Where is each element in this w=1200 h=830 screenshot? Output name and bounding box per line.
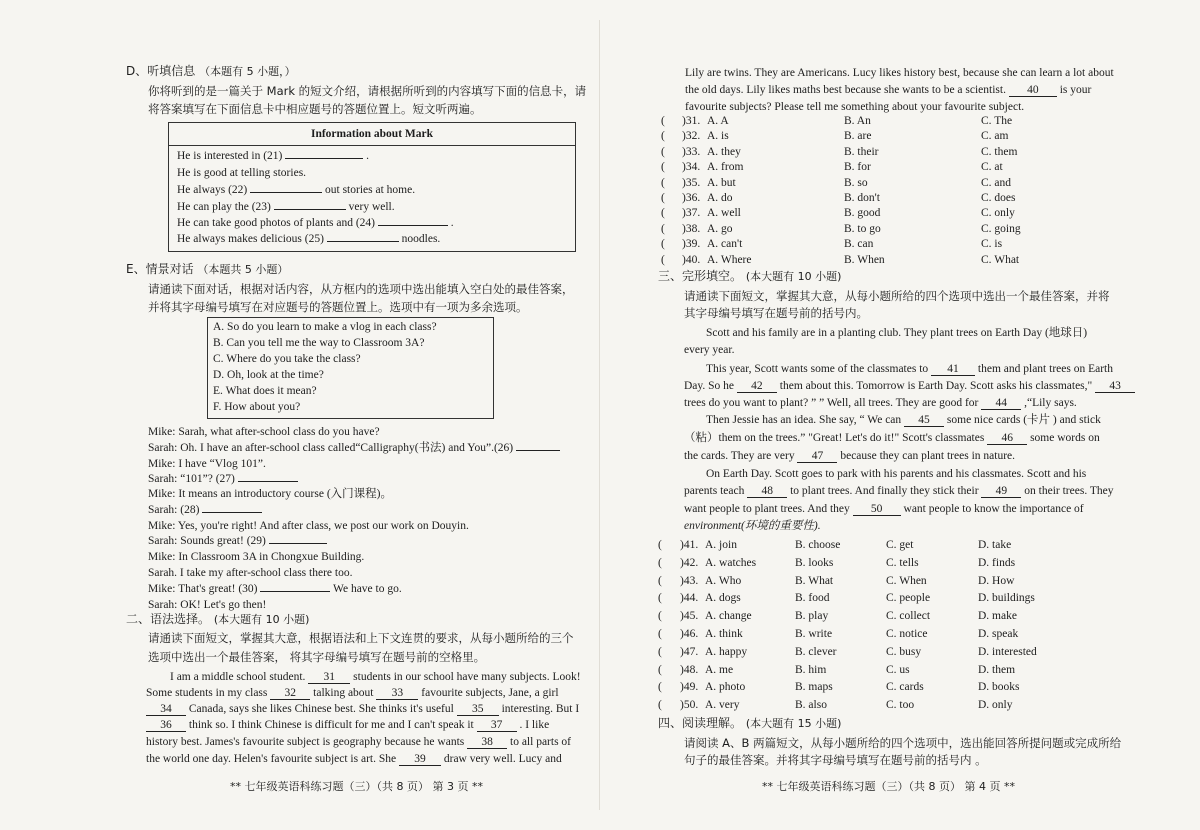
choice-a[interactable]: A. think: [705, 628, 743, 640]
choice-a[interactable]: A. dogs: [705, 592, 741, 605]
choice-c[interactable]: C. When: [886, 574, 927, 587]
answer-bracket[interactable]: (: [658, 574, 662, 587]
option-e: E. What does it mean?: [213, 385, 317, 397]
blank-39[interactable]: 39: [399, 753, 441, 766]
question-number: )34.: [682, 161, 701, 174]
blank-44[interactable]: 44: [981, 397, 1021, 410]
blank-45[interactable]: 45: [904, 414, 944, 427]
choice-b[interactable]: B. don't: [844, 192, 880, 204]
dialogue-line: Sarah: Sounds great! (29): [148, 534, 327, 548]
blank-38[interactable]: 38: [467, 736, 507, 749]
cloze-line: trees do you want to plant? ” ” Well, all trees. They are good for 44 ,“Lily says.: [684, 397, 1077, 409]
dialogue-line: Sarah: OK! Let's go then!: [148, 599, 267, 611]
option-b: B. Can you tell me the way to Classroom 3A?: [213, 337, 425, 349]
choice-b[interactable]: B. so: [844, 176, 868, 189]
choice-a[interactable]: A. photo: [705, 681, 746, 694]
section-d-heading: D、听填信息 （本题有 5 小题，）: [126, 64, 296, 78]
choice-a[interactable]: A. Where: [707, 253, 752, 266]
choice-b[interactable]: B. An: [844, 115, 871, 127]
choice-b[interactable]: B. play: [795, 610, 829, 623]
choice-a[interactable]: A. well: [707, 207, 741, 220]
choice-a[interactable]: A. but: [707, 176, 736, 189]
blank-32[interactable]: 32: [270, 687, 310, 700]
question-number: )46.: [680, 628, 699, 640]
answer-bracket[interactable]: (: [658, 610, 662, 623]
section-e-intro-2: 并将其字母编号填写在对应题号的答题位置上。选项中有一项为多余选项。: [148, 300, 528, 314]
choice-d[interactable]: D. them: [978, 663, 1016, 676]
choice-a[interactable]: A. can't: [707, 238, 743, 251]
passage-line: I am a middle school student. 31 students in our school have many subjects. Look!: [170, 671, 581, 683]
cloze-line: Then Jessie has an idea. She say, “ We can 45 some nice cards (卡片 ) and stick: [706, 414, 1101, 426]
info-row-24: He can take good photos of plants and (24) .: [177, 217, 454, 229]
option-f: F. How about you?: [213, 401, 301, 413]
cloze-line: （粘）them on the trees.” "Great! Let's do it!" Scott's classmates 46 some words on: [684, 432, 1100, 444]
question-number: )39.: [682, 238, 701, 251]
info-row-21: He is interested in (21) .: [177, 150, 370, 162]
answer-blank-27[interactable]: [238, 481, 298, 482]
blank-46[interactable]: 46: [987, 432, 1027, 445]
passage-line: 36 think so. I think Chinese is difficult for me and I can't speak it 37 . I like: [146, 718, 549, 732]
question-number: )47.: [680, 645, 699, 658]
choice-c[interactable]: C. them: [981, 145, 1018, 158]
choice-a[interactable]: A. is: [707, 130, 729, 143]
cloze-line: environment(环境的重要性).: [684, 520, 821, 532]
info-row-2: He is good at telling stories.: [177, 167, 307, 179]
choice-c[interactable]: C. tells: [886, 556, 919, 569]
blank-37[interactable]: 37: [477, 719, 517, 732]
passage-line: the world one day. Helen's favourite subject is art. She 39 draw very well. Lucy and: [146, 753, 562, 765]
dialogue-line: Mike: I have “Vlog 101”.: [148, 458, 266, 470]
passage-line: 34 Canada, says she likes Chinese best. She thinks it's useful 35 interesting. But I: [146, 702, 579, 716]
option-c: C. Where do you take the class?: [213, 353, 361, 365]
blank-31[interactable]: 31: [308, 671, 350, 684]
section-2-intro-2: 选项中选出一个最佳答案， 将其字母编号填写在题号前的空格里。: [148, 650, 486, 664]
choice-b[interactable]: B. their: [844, 145, 879, 158]
answer-bracket[interactable]: (: [658, 645, 662, 658]
page-3-footer: ** 七年级英语科练习题（三）（共 8 页） 第 3 页 **: [230, 780, 483, 793]
section-4-intro-1: 请阅读 A、B 两篇短文，从每小题所给的四个选项中，选出能回答所提问题或完成所给: [684, 736, 1122, 750]
blank-41[interactable]: 41: [931, 363, 975, 376]
page-4-footer: ** 七年级英语科练习题（三）（共 8 页） 第 4 页 **: [762, 780, 1015, 793]
answer-blank-24[interactable]: [378, 225, 448, 226]
cloze-line: parents teach 48 to plant trees. And finally they stick their 49 on their trees. They: [684, 485, 1114, 497]
question-number: )50.: [680, 699, 699, 712]
answer-bracket[interactable]: (: [658, 663, 662, 676]
question-number: )35.: [682, 176, 701, 189]
blank-50[interactable]: 50: [853, 503, 901, 516]
blank-49[interactable]: 49: [981, 485, 1021, 498]
question-number: )32.: [682, 130, 701, 143]
choice-b[interactable]: B. also: [795, 699, 827, 712]
section-d-intro-1: 你将听到的是一篇关于 Mark 的短文介绍，请根据所听到的内容填写下面的信息卡，请: [148, 84, 587, 98]
cloze-line: This year, Scott wants some of the classmates to 41 them and plant trees on Earth: [706, 363, 1113, 375]
choice-b[interactable]: B. good: [844, 207, 881, 220]
choice-b[interactable]: B. clever: [795, 645, 837, 658]
choice-a[interactable]: A. they: [707, 145, 741, 158]
blank-40[interactable]: 40: [1009, 84, 1057, 97]
choice-d[interactable]: D. speak: [978, 628, 1019, 640]
blank-42[interactable]: 42: [737, 380, 777, 393]
answer-bracket[interactable]: (: [661, 238, 665, 251]
choice-b[interactable]: B. to go: [844, 222, 881, 235]
section-3-heading: 三、完形填空。 (本大题有 10 小题): [658, 269, 842, 283]
choice-c[interactable]: C. us: [886, 663, 910, 676]
info-row-22: He always (22) out stories at home.: [177, 184, 416, 196]
cloze-line: every year.: [684, 344, 735, 356]
answer-blank-22[interactable]: [250, 192, 322, 193]
choice-d[interactable]: D. buildings: [978, 592, 1035, 605]
choice-b[interactable]: B. write: [795, 628, 833, 640]
question-number: )49.: [680, 681, 699, 694]
choice-d[interactable]: D. interested: [978, 645, 1037, 658]
choice-a[interactable]: A. go: [707, 222, 733, 235]
dialogue-line: Mike: Yes, you're right! And after class, we post our work on Douyin.: [148, 520, 469, 532]
info-card-title: Information about Mark: [169, 123, 575, 146]
choice-c[interactable]: C. notice: [886, 628, 928, 640]
choice-a[interactable]: A. watches: [705, 556, 757, 569]
cloze-line: want people to plant trees. And they 50 want people to know the importance of: [684, 503, 1084, 515]
cloze-line: Scott and his family are in a planting club. They plant trees on Earth Day (地球日): [706, 327, 1088, 339]
choice-b[interactable]: B. When: [844, 253, 885, 266]
question-number: )48.: [680, 663, 699, 676]
dialogue-line: Mike: That's great! (30) We have to go.: [148, 583, 402, 595]
dialogue-line: Sarah: (28): [148, 503, 262, 517]
blank-33[interactable]: 33: [376, 687, 418, 700]
choice-c[interactable]: C. collect: [886, 610, 931, 623]
answer-blank-23[interactable]: [274, 209, 346, 210]
choice-c[interactable]: C. busy: [886, 645, 922, 658]
section-e-intro-1: 请通读下面对话，根据对话内容，从方框内的选项中选出能填入空白处的最佳答案，: [148, 282, 574, 296]
dialogue-options-box: [207, 317, 494, 419]
choice-c[interactable]: C. The: [981, 115, 1013, 127]
passage-line: favourite subjects? Please tell me something about your favourite subject.: [685, 101, 1025, 113]
answer-bracket[interactable]: (: [661, 253, 665, 266]
answer-bracket[interactable]: (: [661, 176, 665, 189]
choice-d[interactable]: D. books: [978, 681, 1020, 694]
question-number: )41.: [680, 539, 699, 551]
passage-line: history best. James's favourite subject is geography because he wants 38 to all parts of: [146, 736, 571, 748]
cloze-line: On Earth Day. Scott goes to park with his parents and his classmates. Scott and his: [706, 468, 1087, 480]
choice-b[interactable]: B. looks: [795, 556, 834, 569]
choice-d[interactable]: D. How: [978, 574, 1015, 587]
choice-a[interactable]: A. from: [707, 161, 744, 174]
blank-47[interactable]: 47: [797, 450, 837, 463]
answer-bracket[interactable]: (: [661, 192, 665, 204]
choice-b[interactable]: B. food: [795, 592, 830, 605]
dialogue-line: Mike: It means an introductory course (入门课程)。: [148, 488, 392, 500]
answer-bracket[interactable]: (: [658, 592, 662, 605]
choice-c[interactable]: C. people: [886, 592, 931, 605]
section-d-intro-2: 将答案填写在下面信息卡中相应题号的答题位置上。短文听两遍。: [148, 102, 482, 116]
choice-c[interactable]: C. am: [981, 130, 1009, 143]
answer-bracket[interactable]: (: [658, 681, 662, 694]
blank-35[interactable]: 35: [457, 703, 499, 716]
choice-c[interactable]: C. What: [981, 253, 1020, 266]
passage-line: Some students in my class 32 talking about 33 favourite subjects, Jane, a girl: [146, 687, 559, 699]
question-number: )40.: [682, 253, 701, 266]
section-4-heading: 四、阅读理解。 (本大题有 15 小题): [658, 716, 842, 730]
answer-blank-29[interactable]: [269, 543, 327, 544]
blank-36[interactable]: 36: [146, 719, 186, 732]
choice-d[interactable]: D. finds: [978, 556, 1016, 569]
dialogue-line: Sarah: “101”? (27): [148, 472, 298, 486]
dialogue-line: Sarah. I take my after-school class there too.: [148, 567, 353, 579]
answer-bracket[interactable]: (: [658, 628, 662, 640]
cloze-line: Day. So he 42 them about this. Tomorrow is Earth Day. Scott asks his classmates," 43: [684, 379, 1135, 393]
answer-blank-21[interactable]: [285, 158, 363, 159]
cloze-line: the cards. They are very 47 because they can plant trees in nature.: [684, 450, 1015, 462]
answer-bracket[interactable]: (: [661, 161, 665, 174]
page-4: [600, 0, 1200, 830]
choice-b[interactable]: B. are: [844, 130, 872, 143]
dialogue-line: Mike: In Classroom 3A in Chongxue Building.: [148, 551, 365, 563]
choice-c[interactable]: C. does: [981, 192, 1016, 204]
choice-a[interactable]: A. happy: [705, 645, 748, 658]
blank-34[interactable]: 34: [146, 703, 186, 716]
answer-blank-28[interactable]: [202, 512, 262, 513]
question-number: )33.: [682, 145, 701, 158]
answer-blank-25[interactable]: [327, 241, 399, 242]
answer-bracket[interactable]: (: [658, 699, 662, 712]
info-row-25: He always makes delicious (25) noodles.: [177, 233, 441, 245]
info-row-23: He can play the (23) very well.: [177, 201, 395, 213]
choice-b[interactable]: B. can: [844, 238, 874, 251]
question-number: )37.: [682, 207, 701, 220]
choice-a[interactable]: A. very: [705, 699, 740, 712]
choice-c[interactable]: C. get: [886, 539, 914, 551]
dialogue-line: Mike: Sarah, what after-school class do you have?: [148, 426, 380, 438]
choice-c[interactable]: C. is: [981, 238, 1003, 251]
choice-b[interactable]: B. for: [844, 161, 871, 174]
choice-c[interactable]: C. at: [981, 161, 1003, 174]
section-3-intro-1: 请通读下面短文，掌握其大意，从每小题所给的四个选项中选出一个最佳答案，并将: [684, 289, 1110, 303]
section-2-heading: 二、语法选择。 (本大题有 10 小题): [126, 612, 310, 626]
blank-48[interactable]: 48: [747, 485, 787, 498]
passage-line: Lily are twins. They are Americans. Lucy likes history best, because she can learn a lot about: [685, 67, 1114, 79]
answer-bracket[interactable]: (: [661, 115, 665, 127]
passage-line: the old days. Lily likes maths best because she wants to be a scientist. 40 is your: [685, 84, 1092, 96]
choice-b[interactable]: B. choose: [795, 539, 841, 551]
choice-c[interactable]: C. and: [981, 176, 1012, 189]
answer-blank-30[interactable]: [260, 591, 330, 592]
question-number: )44.: [680, 592, 699, 605]
answer-bracket[interactable]: (: [658, 556, 662, 569]
choice-c[interactable]: C. too: [886, 699, 915, 712]
question-number: )42.: [680, 556, 699, 569]
choice-a[interactable]: A. join: [705, 539, 737, 551]
answer-bracket[interactable]: (: [661, 222, 665, 235]
choice-a[interactable]: A. A: [707, 115, 729, 127]
choice-c[interactable]: C. only: [981, 207, 1015, 220]
info-card: [168, 122, 576, 252]
answer-bracket[interactable]: (: [658, 539, 662, 551]
choice-a[interactable]: A. change: [705, 610, 752, 623]
choice-d[interactable]: D. only: [978, 699, 1013, 712]
choice-a[interactable]: A. me: [705, 663, 734, 676]
section-e-heading: E、情景对话 （本题共 5 小题）: [126, 262, 289, 276]
option-a: A. So do you learn to make a vlog in each class?: [213, 321, 437, 333]
option-d: D. Oh, look at the time?: [213, 369, 324, 381]
choice-b[interactable]: B. What: [795, 574, 834, 587]
choice-b[interactable]: B. maps: [795, 681, 833, 694]
answer-blank-26[interactable]: [516, 450, 560, 451]
section-2-intro-1: 请通读下面短文，掌握其大意，根据语法和上下文连贯的要求，从每小题所给的三个: [148, 631, 574, 645]
choice-d[interactable]: D. take: [978, 539, 1012, 551]
question-number: )45.: [680, 610, 699, 623]
answer-bracket[interactable]: (: [661, 207, 665, 220]
question-number: )36.: [682, 192, 701, 204]
choice-c[interactable]: C. going: [981, 222, 1021, 235]
choice-b[interactable]: B. him: [795, 663, 827, 676]
question-number: )38.: [682, 222, 701, 235]
choice-a[interactable]: A. Who: [705, 574, 742, 587]
choice-c[interactable]: C. cards: [886, 681, 924, 694]
section-3-intro-2: 其字母编号填写在题号前的括号内。: [684, 306, 868, 320]
answer-bracket[interactable]: (: [661, 130, 665, 143]
question-number: )43.: [680, 574, 699, 587]
section-4-intro-2: 句子的最佳答案。并将其字母编号填写在题号前的括号内 。: [684, 753, 987, 767]
dialogue-line: Sarah: Oh. I have an after-school class called“Calligraphy(书法) and You”.(26): [148, 441, 560, 455]
blank-43[interactable]: 43: [1095, 380, 1135, 393]
answer-bracket[interactable]: (: [661, 145, 665, 158]
question-number: )31.: [682, 115, 701, 127]
choice-a[interactable]: A. do: [707, 192, 733, 204]
choice-d[interactable]: D. make: [978, 610, 1017, 623]
